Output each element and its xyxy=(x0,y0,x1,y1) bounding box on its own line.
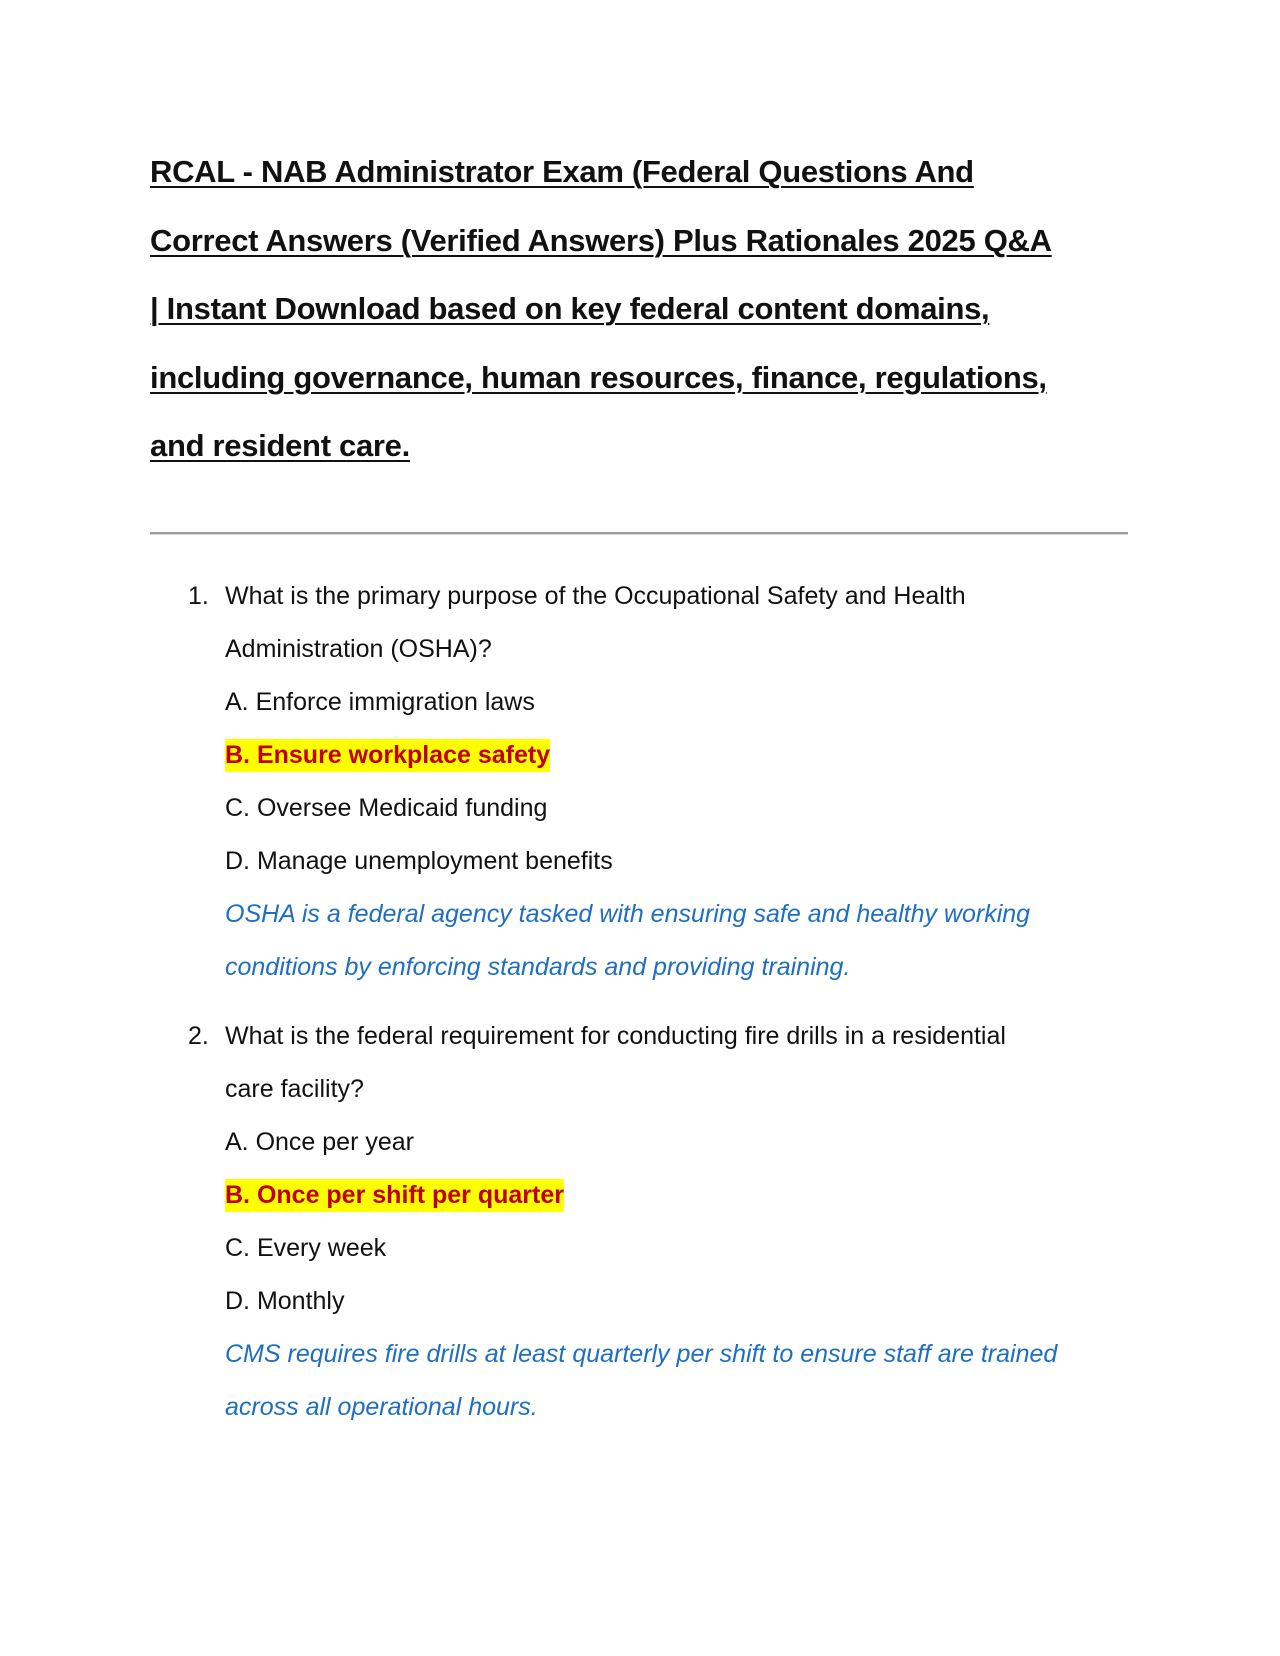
question-text: Administration (OSHA)? xyxy=(225,635,492,663)
rationale-line xyxy=(150,1381,1150,1434)
title-line: RCAL - NAB Administrator Exam (Federal Questions And xyxy=(150,154,974,189)
question-text: care facility? xyxy=(225,1075,364,1103)
horizontal-divider xyxy=(150,532,1128,535)
rationale-text: conditions by enforcing standards and providing training. xyxy=(225,953,851,981)
answer-option-text: C. Every week xyxy=(225,1234,387,1262)
rationale-line xyxy=(150,1328,1150,1381)
answer-option-c xyxy=(150,782,1150,835)
rationale-text: across all operational hours. xyxy=(225,1393,538,1421)
answer-option-b-correct xyxy=(150,729,1150,782)
answer-option-text: A. Enforce immigration laws xyxy=(225,688,535,716)
answer-option-a xyxy=(150,1116,1150,1169)
answer-option-text: C. Oversee Medicaid funding xyxy=(225,794,548,822)
answer-option-text: D. Monthly xyxy=(225,1287,345,1315)
question-text-line xyxy=(150,570,1150,623)
title-line: including governance, human resources, finance, regulations, xyxy=(150,359,1047,395)
question-2 xyxy=(150,1010,1150,1434)
question-text-line xyxy=(150,1063,1150,1116)
document-title xyxy=(150,138,1140,481)
question-text: What is the primary purpose of the Occupational Safety and Health xyxy=(225,582,966,610)
question-text-line xyxy=(150,623,1150,676)
question-number: 1. xyxy=(188,582,209,610)
answer-option-text: A. Once per year xyxy=(225,1128,414,1156)
answer-option-c xyxy=(150,1222,1150,1275)
title-line: and resident care. xyxy=(150,428,410,463)
question-1 xyxy=(150,570,1150,994)
rationale-text: OSHA is a federal agency tasked with ensuring safe and healthy working xyxy=(225,900,1031,928)
answer-option-b-correct xyxy=(150,1169,1150,1222)
answer-option-d xyxy=(150,835,1150,888)
answer-option-d xyxy=(150,1275,1150,1328)
correct-answer-highlight: B. Ensure workplace safety xyxy=(225,739,550,772)
rationale-line xyxy=(150,888,1150,941)
question-text: What is the federal requirement for conducting fire drills in a residential xyxy=(225,1022,1006,1050)
rationale-text: CMS requires fire drills at least quarterly per shift to ensure staff are trained xyxy=(225,1340,1058,1368)
answer-option-text: D. Manage unemployment benefits xyxy=(225,847,613,875)
correct-answer-highlight: B. Once per shift per quarter xyxy=(225,1179,564,1212)
title-line: | Instant Download based on key federal content domains, xyxy=(150,291,990,326)
question-number: 2. xyxy=(188,1022,209,1050)
title-line: Correct Answers (Verified Answers) Plus Rationales 2025 Q&A xyxy=(150,222,1052,258)
answer-option-a xyxy=(150,676,1150,729)
rationale-line xyxy=(150,941,1150,994)
question-text-line xyxy=(150,1010,1150,1063)
